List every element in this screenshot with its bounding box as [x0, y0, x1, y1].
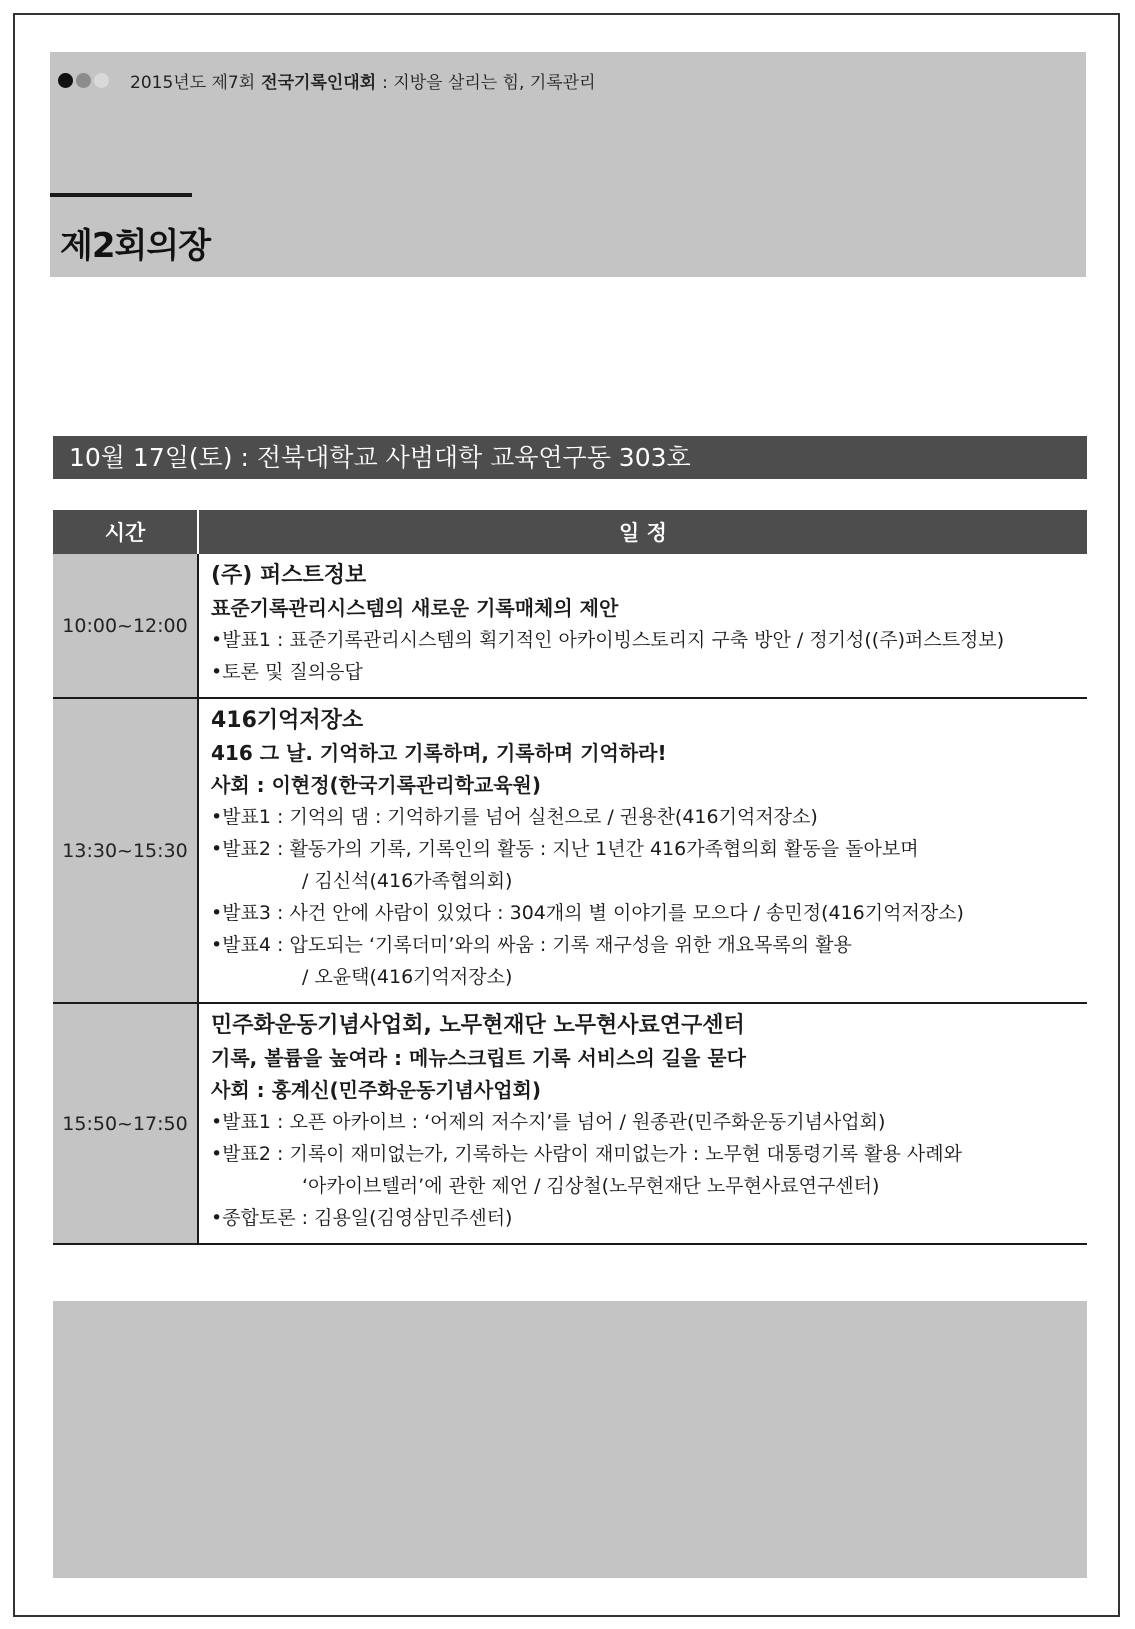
dot-light-icon [94, 73, 109, 88]
list-item: •발표1 : 오픈 아카이브 : ‘어제의 저수지’를 넘어 / 원종관(민주화운동기념사업회) [211, 1111, 886, 1133]
time-cell: 13:30~15:30 [53, 698, 198, 1003]
list-item: •발표3 : 사건 안에 사람이 있었다 : 304개의 별 이야기를 모으다 / 송민정(416기억저장소) [211, 902, 964, 924]
list-item: •발표2 : 활동가의 기록, 기록인의 활동 : 지난 1년간 416가족협의회 활동을 돌아보며 [211, 838, 919, 860]
footer-band [53, 1301, 1087, 1578]
list-item: •발표1 : 기억의 댐 : 기억하기를 넘어 실천으로 / 권용찬(416기억저장소) [211, 806, 818, 828]
table-row [53, 554, 1087, 698]
dot-mid-icon [76, 73, 91, 88]
list-item: •종합토론 : 김용일(김영삼민주센터) [211, 1207, 513, 1229]
header-band [50, 52, 1086, 277]
session-organizer: 민주화운동기념사업회, 노무현재단 노무현사료연구센터 [211, 1013, 745, 1038]
event-header-line [50, 68, 596, 93]
list-item-continuation: ‘아카이브텔러’에 관한 제언 / 김상철(노무현재단 노무현사료연구센터) [302, 1175, 880, 1197]
table-row [53, 1003, 1087, 1244]
session-topic: 기록, 볼륨을 높여라 : 메뉴스크립트 기록 서비스의 길을 묻다 [211, 1046, 746, 1070]
time-cell: 10:00~12:00 [53, 554, 198, 698]
list-item-continuation: / 오윤택(416기억저장소) [302, 966, 513, 988]
schedule-table [53, 510, 1087, 1245]
schedule-cell [198, 698, 1087, 1003]
dot-dark-icon [58, 73, 73, 88]
time-cell: 15:50~17:50 [53, 1003, 198, 1244]
list-item: •발표1 : 표준기록관리시스템의 획기적인 아카이빙스토리지 구축 방안 / 정기성((주)퍼스트정보) [211, 629, 1005, 651]
session-title: 제2회의장 [60, 226, 211, 266]
event-year-round: 2015년도 제7회 [130, 73, 256, 93]
title-rule [50, 193, 192, 197]
session-organizer: 416기억저장소 [211, 708, 364, 733]
session-moderator: 사회 : 홍계신(민주화운동기념사업회) [211, 1078, 542, 1102]
session-organizer: (주) 퍼스트정보 [211, 563, 367, 588]
header-time: 시간 [53, 510, 198, 554]
date-venue-bar: 10월 17일(토) : 전북대학교 사범대학 교육연구동 303호 [53, 436, 1087, 479]
schedule-cell [198, 1003, 1087, 1244]
event-subtitle: : 지방을 살리는 힘, 기록관리 [382, 73, 596, 93]
session-topic: 416 그 날. 기억하고 기록하며, 기록하며 기억하라! [211, 741, 667, 765]
session-topic: 표준기록관리시스템의 새로운 기록매체의 제안 [211, 596, 619, 620]
table-header-row [53, 510, 1087, 554]
table-row [53, 698, 1087, 1003]
schedule-cell [198, 554, 1087, 698]
list-item: •발표2 : 기록이 재미없는가, 기록하는 사람이 재미없는가 : 노무현 대통령기록 활용 사례와 [211, 1143, 962, 1165]
header-dots-icon [58, 73, 112, 88]
list-item-continuation: / 김신석(416가족협의회) [302, 870, 513, 892]
list-item: •토론 및 질의응답 [211, 661, 363, 683]
header-schedule: 일 정 [198, 510, 1087, 554]
event-name: 전국기록인대회 [261, 73, 377, 93]
list-item: •발표4 : 압도되는 ‘기록더미’와의 싸움 : 기록 재구성을 위한 개요목록의 활용 [211, 934, 852, 956]
session-moderator: 사회 : 이현정(한국기록관리학교육원) [211, 773, 542, 797]
